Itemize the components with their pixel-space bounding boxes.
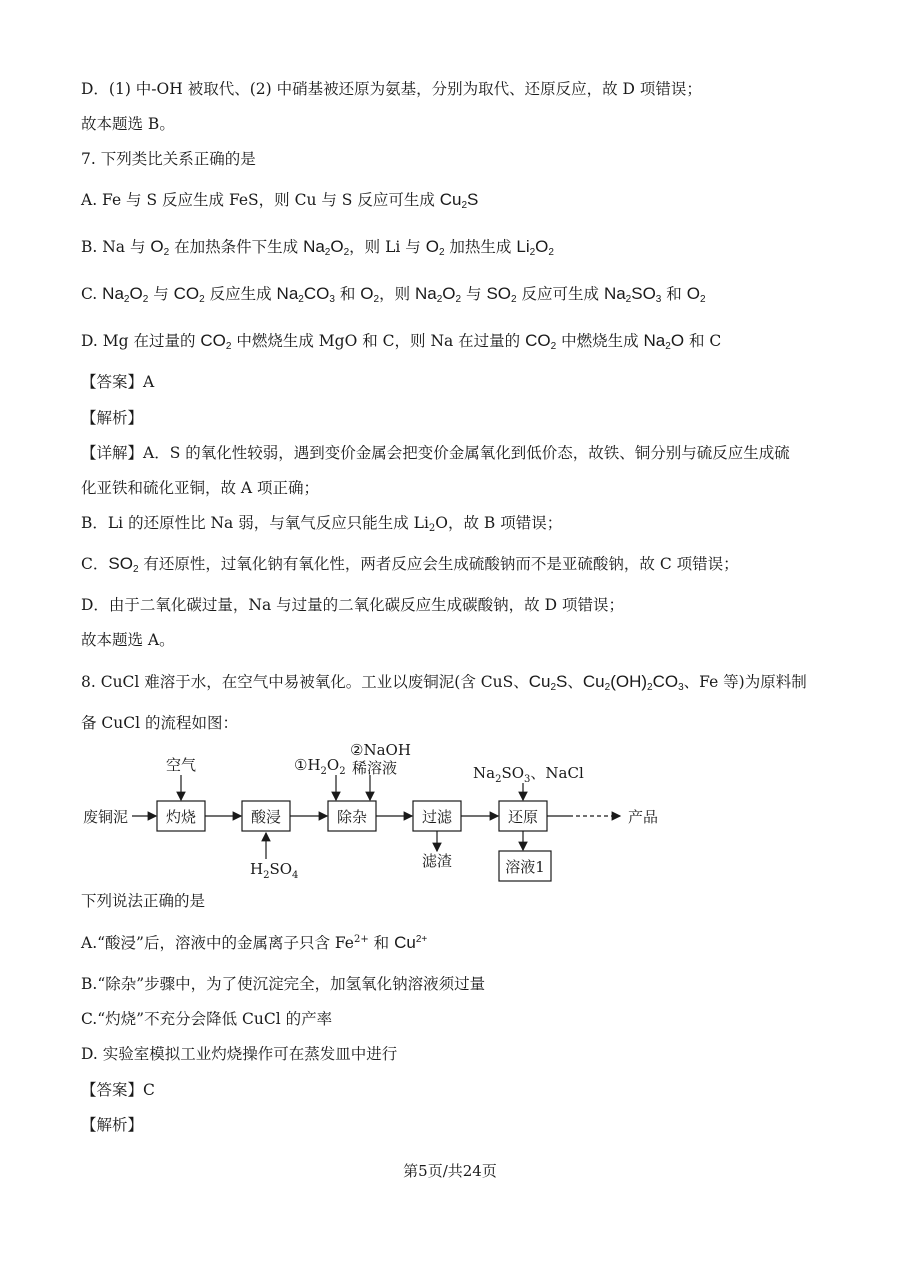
answer-8: 【答案】C: [81, 1081, 155, 1099]
question-8-ask: 下列说法正确的是: [81, 892, 206, 910]
analysis-7-heading: 【解析】: [81, 409, 144, 427]
detail-7-a: 【详解】A．S 的氧化性较弱，遇到变价金属会把变价金属氧化到低价态，故铁、铜分别与硫反应生成硫: [81, 444, 790, 462]
flow-start-label: 废铜泥: [83, 808, 129, 826]
flow-solution-label: 溶液1: [505, 858, 545, 876]
flow-naoh-solution-label: 稀溶液: [352, 759, 398, 777]
flow-reagent-label: $Na_2SO_3$、NaCl: [473, 764, 584, 785]
question-7-stem: 7. 下列类比关系正确的是: [81, 150, 256, 168]
question-8-stem: 8. CuCl 难溶于水，在空气中易被氧化。工业以废铜泥(含 CuS、$Cu_2S$、$Cu_2(OH)_2CO_3$、Fe 等)为原料制: [81, 672, 807, 693]
detail-7-c: C．$SO_2$ 有还原性，过氧化钠有氧化性，两者反应会生成硫酸钠而不是亚硫酸钠，故 C 项错误；: [81, 554, 739, 575]
option-7b: B. Na 与 $O_2$ 在加热条件下生成 $Na_2O_2$，则 Li 与 $O_2$ 加热生成 $Li_2O_2$: [81, 237, 554, 258]
answer-7: 【答案】A: [81, 373, 155, 391]
flow-step-label: 酸浸: [250, 808, 282, 826]
option-8d: D. 实验室模拟工业灼烧操作可在蒸发皿中进行: [81, 1045, 398, 1063]
flow-step-label: 灼烧: [165, 808, 197, 826]
analysis-8-heading: 【解析】: [81, 1116, 144, 1134]
flow-residue-label: 滤渣: [421, 852, 453, 870]
text-line: 故本题选 B。: [81, 115, 175, 133]
question-8-stem-cont: 备 CuCl 的流程如图：: [81, 714, 239, 732]
flow-product-label: 产品: [628, 808, 659, 826]
detail-7-b: B．Li 的还原性比 Na 弱，与氧气反应只能生成 $Li_2O$，故 B 项错误；: [81, 514, 563, 534]
flow-h2so4-label: $H_2SO_4$: [250, 860, 299, 881]
flow-air-label: 空气: [165, 756, 197, 774]
flow-h2o2-label: $①H_2O_2$: [294, 756, 346, 777]
detail-7-a-cont: 化亚铁和硫化亚铜，故 A 项正确；: [81, 479, 320, 497]
option-8b: B.“除杂”步骤中，为了使沉淀完全，加氢氧化钠溶液须过量: [81, 975, 486, 993]
flow-step-label: 除杂: [336, 808, 368, 826]
flow-step-label: 过滤: [421, 808, 453, 826]
option-8c: C.“灼烧”不充分会降低 CuCl 的产率: [81, 1010, 333, 1028]
option-7c: C. $Na_2O_2$ 与 $CO_2$ 反应生成 $Na_2CO_3$ 和 $O_2$，则 $Na_2O_2$ 与 $SO_2$ 反应可生成 $Na_2SO_3$ 和 $O_2$: [81, 284, 706, 305]
option-8a: A.“酸浸”后，溶液中的金属离子只含 $Fe^{2+}$ 和 $Cu^{2+}$: [81, 933, 428, 952]
option-7a: A. Fe 与 S 反应生成 FeS，则 Cu 与 S 反应可生成 $Cu_2S$: [81, 190, 479, 211]
flow-step-label: 还原: [507, 808, 539, 826]
text-line: D．(1) 中-OH 被取代、(2) 中硝基被还原为氨基，分别为取代、还原反应，故 D 项错误；: [81, 80, 702, 98]
flow-naoh-label: ②NaOH: [350, 741, 411, 759]
option-7d: D. Mg 在过量的 $CO_2$ 中燃烧生成 MgO 和 C，则 Na 在过量的 $CO_2$ 中燃烧生成 $Na_2O$ 和 C: [81, 331, 722, 352]
process-flow-diagram: [0, 735, 900, 885]
conclusion-7: 故本题选 A。: [81, 631, 175, 649]
detail-7-d: D．由于二氧化碳过量，Na 与过量的二氧化碳反应生成碳酸钠，故 D 项错误；: [81, 596, 624, 614]
page-footer: 第5页/共24页: [403, 1162, 497, 1180]
